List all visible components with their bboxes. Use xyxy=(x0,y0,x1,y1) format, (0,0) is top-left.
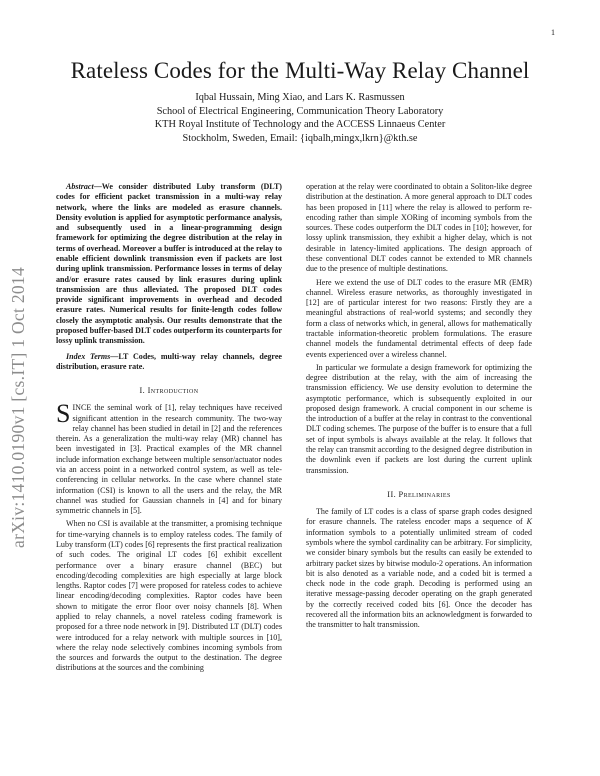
drop-cap: S xyxy=(56,399,71,429)
arxiv-stamp: arXiv:1410.0190v1 [cs.IT] 1 Oct 2014 xyxy=(8,266,28,548)
math-k: K xyxy=(526,517,532,527)
paper-title: Rateless Codes for the Multi-Way Relay Channel xyxy=(70,58,530,83)
affiliation-line-3: Stockholm, Sweden, Email: {iqbalh,mingx,lkrn}@kth.se xyxy=(182,132,418,144)
left-column xyxy=(56,182,282,674)
abstract xyxy=(56,182,282,347)
intro-paragraph-2: When no CSI is available at the transmitter, a promising technique for time-varying channels is to employ rateless codes. The family of Luby transform (LT) codes [6] represents the first practical realization of such codes. The original LT codes [6] exhibit excellent performance over a binary erasure channel (BEC) but encoding/decoding complexities are high especially at large block lengths. Raptor codes [7] were proposed for rateless codes to achieve linear encoding/decoding complexities. Raptor codes have been shown to mitigate the error floor over noisy channels [8]. When applied to relay channels, a novel rateless coding framework is proposed for a three node network in [9]. Distributed LT (DLT) codes were introduced for a relay network with multiple sources in [10], where the relay node selectively combines incoming symbols from the sources and forwards the output to the destination. The degree distributions at the sources and the combining xyxy=(56,519,282,673)
author-names: Iqbal Hussain, Ming Xiao, and Lars K. Rasmussen xyxy=(195,92,405,103)
section-heading-introduction: I. Introduction xyxy=(139,386,199,396)
page-number: 1 xyxy=(551,28,555,37)
affiliation-line-2: KTH Royal Institute of Technology and the ACCESS Linnaeus Center xyxy=(154,119,446,131)
intro-paragraph-5: In particular we formulate a design framework for optimizing the degree distribution at the relay, with the aim of increasing the transmission efficiency. We use density evolution to determine the asymptotic performance, which is subsequently exploited in our proposed design framework. A crucial component in our scheme is the introduction of a buffer at the relay in contrast to the conventional DLT coding schemes. The purpose of the buffer is to ensure that a full set of input symbols is always available at the relay. It follows that the relay can transmit according to the designed degree distribution in the downlink even if packets are lost during the current uplink transmission. xyxy=(306,362,532,475)
prelim-text-a: The family of LT codes is a class of sparse graph codes designed for erasure channels. The rateless encoder maps a sequence of xyxy=(306,507,532,527)
intro-paragraph-4: Here we extend the use of DLT codes to the erasure MR (EMR) channel. Wireless erasure networks, as thoroughly investigated in [12] are of particular interest for two reasons: Firstly they are a meaningful abstractions of real-world systems; and secondly they form a class of networks which, in general, allows for mathematically tractable information-theoretic problem formulations. The erasure channel models the fundamental detrimental effects of deep fade events experienced over a wireless channel. xyxy=(306,277,532,359)
author-block xyxy=(40,91,560,145)
abstract-text: —We consider distributed Luby transform (DLT) codes for efficient packet transmission in a multi-way relay network, where the links are modeled as erasure channels. Density evolution is applied for asymptotic performance analysis, and subsequently used in a linear-programming design framework for optimizing the degree distribution at the relay in terms of overhead. Moreover a buffer is introduced at the relay to enable efficient downlink transmission even if packets are lost during uplink transmission. Performance losses in terms of delay and/or erasure rates caused by link erasures during uplink transmission are thus alleviated. The proposed DLT codes provide significant improvements in overhead and decoded erasure rates. Numerical results for finite-length codes follow closely the asymptotic analysis. Our results demonstrate that the proposed buffer-based DLT codes outperform its counterparts for lossy uplink transmission. xyxy=(56,182,282,346)
intro-paragraph-3: operation at the relay were coordinated to obtain a Soliton-like degree distribution at the destination. A more general approach to DLT codes has been proposed in [11] where the relay is allowed to perform re-encoding rather than simple XORing of incoming symbols from the sources. These codes outperform the DLT codes in [10]; however, for lossy uplink transmission, they exhibit a higher delay, which is not desirable in latency-limited applications. The design approach of these conventional DLT codes cannot be extended to MR channels due to the presence of multiple destinations. xyxy=(306,182,532,274)
index-terms-text: —LT Codes, multi-way relay channels, degree distribution, erasure rate. xyxy=(56,351,282,371)
prelim-paragraph-1 xyxy=(306,507,532,630)
affiliation-line-1: School of Electrical Engineering, Communication Theory Laboratory xyxy=(156,105,444,117)
intro-paragraph-1 xyxy=(56,399,282,516)
index-terms-label: Index Terms xyxy=(66,351,111,361)
abstract-label: Abstract xyxy=(66,182,94,191)
index-terms xyxy=(56,352,282,373)
section-heading-preliminaries: II. Preliminaries xyxy=(387,489,451,499)
intro-paragraph-1-text: INCE the seminal work of [1], relay techniques have received significant attention in the research community. The two-way relay channel has been studied in detail in [2] and the references therein. As a generalization the multi-way relay (MR) channel has been investigated in [3]. Practical examples of the MR channel include information exchange between multiple sensor/actuator nodes via an access point in a networked control system, as well as tele-conferencing in cellular networks. In the case where channel state information (CSI) is known to all the users and the relay, the MR channel was studied for Gaussian channels in [4] and for binary symmetric channels in [5]. xyxy=(56,403,282,516)
prelim-text-b: information symbols to a potentially unlimited stream of coded symbols where the symbol cardinality can be arbitrary. For simplicity, we consider binary symbols but the results can easily be extended to arbitrary packet sizes by bitwise modulo-2 operations. An information bit is also denoted as a variable node, and a coded bit is termed a check node in the code graph. Decoding is performed using an iterative message-passing decoder operating on the graph generated by the correctly received coded bits [6]. Once the decoder has recovered all the information bits an acknowledgment is forwarded to the transmitter to halt transmission. xyxy=(306,527,532,630)
right-column xyxy=(306,182,532,631)
